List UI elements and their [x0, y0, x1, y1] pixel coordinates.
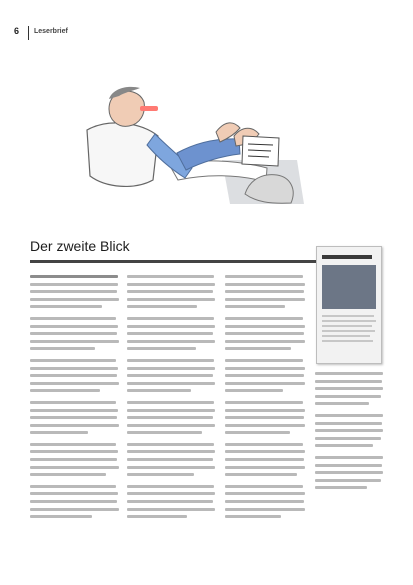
article-column-2 [127, 275, 215, 523]
page-header [14, 26, 399, 42]
page-number: 6 [14, 26, 20, 36]
magazine-thumbnail [316, 246, 382, 364]
article-column-1 [30, 275, 118, 523]
section-label: Leserbrief [34, 28, 68, 35]
cartoon-illustration [52, 58, 312, 228]
magazine-text-lines [322, 315, 376, 345]
article-column-4 [315, 372, 383, 494]
magazine-photo [322, 265, 376, 309]
header-divider [28, 26, 29, 40]
magazine-title-bar [322, 255, 372, 259]
article-headline: Der zweite Blick [30, 238, 130, 254]
article-column-3 [225, 275, 305, 523]
